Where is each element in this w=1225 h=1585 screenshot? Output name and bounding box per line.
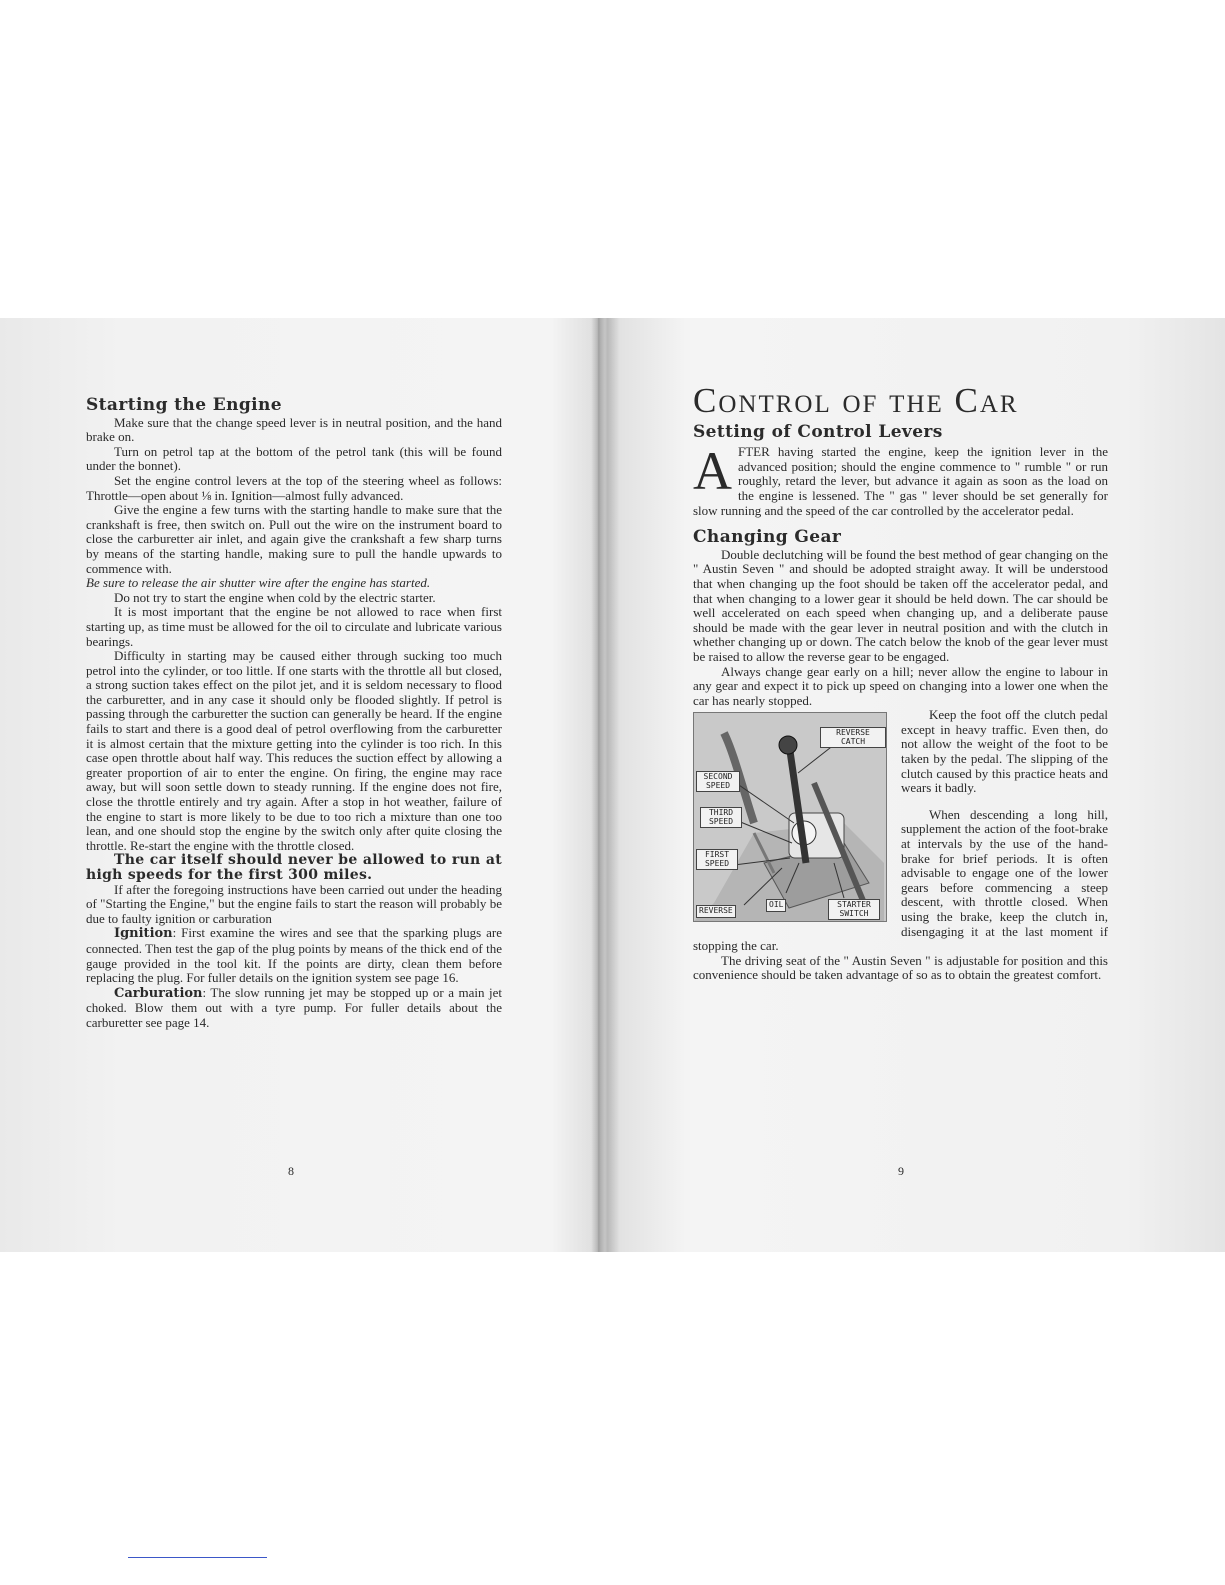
paragraph: Set the engine control levers at the top of the steering wheel as follows: Throttle—open about ⅛ in. Ignition—almost fully advanced. bbox=[86, 472, 502, 503]
heading-setting-of-control-levers: Setting of Control Levers bbox=[693, 421, 943, 442]
right-page bbox=[603, 318, 1225, 1252]
paragraph-with-drop-cap bbox=[693, 441, 1108, 518]
left-page bbox=[0, 318, 597, 1252]
paragraph: Give the engine a few turns with the starting handle to make sure that the crankshaft is free, then switch on. Pull out the wire on the instrument board to close the carburetter air inlet, and again give the crankshaft a few sharp turns by means of the starting handle, making sure to pull the handle upwards to commence with. bbox=[86, 502, 502, 576]
heading-changing-gear: Changing Gear bbox=[693, 527, 842, 548]
right-text-column bbox=[693, 381, 1108, 983]
paragraph: If after the foregoing instructions have been carried out under the heading of "Starting the Engine," but the engine fails to start the reason will probably be due to faulty ignition or carburation bbox=[86, 881, 502, 926]
paragraph: Make sure that the change speed lever is in neutral position, and the hand brake on. bbox=[86, 414, 502, 445]
label-oil: OIL bbox=[766, 899, 786, 912]
carburation-text: : The slow running jet may be stopped up or a main jet choked. Blow them out with a tyre pump. For fuller details about the carburetter see page 14. bbox=[86, 984, 502, 1030]
page-number-right: 9 bbox=[898, 1164, 904, 1178]
carburation-label: Carburation bbox=[114, 985, 203, 1001]
page-number-left: 8 bbox=[288, 1164, 294, 1178]
label-starter-switch: STARTER SWITCH bbox=[828, 899, 880, 920]
label-second-speed: SECOND SPEED bbox=[696, 771, 740, 792]
paragraph: Always change gear early on a hill; never allow the engine to labour in any gear and expect it to pick up speed on changing into a lower one when the car has nearly stopped. bbox=[693, 663, 1108, 708]
chapter-title: Control of the Car bbox=[693, 381, 1019, 420]
label-reverse-catch: REVERSE CATCH bbox=[820, 727, 886, 748]
paragraph: Keep the foot off the clutch pedal except in heavy traffic. Even then, do not allow the weight of the foot to be taken by the pedal. The slipping of the clutch caused by this practice heats and wears it badly. bbox=[901, 707, 1108, 796]
paragraph-ignition bbox=[86, 926, 502, 985]
label-first-speed: FIRST SPEED bbox=[696, 849, 738, 870]
paragraph: FTER having started the engine, keep the ignition lever in the advanced position; should the engine commence to " rumble " or run roughly, retard the lever, but advance it again as soon as the load on the engine is lessened. The " gas " lever should be set generally for slow running and the speed of the car controlled by the accelerator pedal. bbox=[693, 444, 1108, 518]
paragraph: The driving seat of the " Austin Seven " is adjustable for position and this convenience should be taken advantage of so as to obtain the greatest comfort. bbox=[693, 952, 1108, 983]
paragraph: Double declutching will be found the best method of gear changing on the " Austin Seven " and should be adopted straight away. It will be understood that when changing up the foot should be taken off the accelerator pedal, and that when changing to a lower gear it should be held down. The car should be well accelerated on each speed when changing up, and a deliberate pause should be made with the gear lever in neutral position and with the clutch in whether changing up or down. The catch below the knob of the gear lever must be raised to allow the reverse gear to be engaged. bbox=[693, 546, 1108, 664]
paragraph: Do not try to start the engine when cold by the electric starter. bbox=[114, 589, 436, 605]
paragraph-carburation bbox=[86, 986, 502, 1031]
left-text-column bbox=[86, 395, 502, 1031]
gear-lever-illustration bbox=[693, 712, 887, 922]
heading-starting-the-engine: Starting the Engine bbox=[86, 395, 282, 415]
warning-text: The car itself should never be allowed to run at high speeds for the first 300 miles. bbox=[86, 852, 502, 883]
label-reverse: REVERSE bbox=[696, 905, 736, 918]
paragraph: It is most important that the engine be not allowed to race when first starting up, as time must be allowed for the oil to circulate and lubricate various bearings. bbox=[86, 604, 502, 649]
drop-cap: A bbox=[693, 441, 732, 502]
ignition-text: : First examine the wires and see that the sparking plugs are connected. Then test the gap of the plug points by means of the thick end of the gauge provided in the tool kit. If the points are dirty, clean them before replacing the plug. For fuller details on the ignition system see page 16. bbox=[86, 925, 502, 986]
paragraph: Turn on petrol tap at the bottom of the petrol tank (this will be found under the bonnet). bbox=[86, 443, 502, 474]
paragraph: When descending a long hill, supplement the action of the foot-brake at intervals by the use of the hand-brake for brief periods. It is often advisable to engage one of the lower gears before commencing a steep descent, with throttle closed. When using the brake, keep the clutch in, disengaging it at the last moment if stopping the car. bbox=[693, 806, 1108, 954]
paragraph: Difficulty in starting may be caused either through sucking too much petrol into the cylinder, or too little. If one starts with the throttle all but closed, a strong suction takes effect on the pilot jet, and it is seldom necessary to flood the carburetter, and in any case it should only be flooded slightly. If petrol is passing through the carburetter the suction can generally be heard. If the engine fails to start and there is a good deal of petrol overflowing from the carburetter it is almost certain that the mixture getting into the cylinder is too rich. In this case open throttle about half way. This reduces the suction effect by allowing a greater proportion of air to enter the engine. On firing, the engine may race away, but will soon settle down to steady running. If the engine does not fire, close the throttle entirely and try again. After a stop in hot weather, failure of the engine to start is more likely to be due to too rich a mixture than one too lean, and one should stop the engine by the switch only after quite closing the throttle. Re-start the engine with the throttle closed. bbox=[86, 648, 502, 853]
book-spread bbox=[0, 318, 1225, 1252]
ignition-label: Ignition bbox=[114, 926, 173, 942]
italic-note: Be sure to release the air shutter wire after the engine has started. bbox=[86, 575, 431, 591]
label-third-speed: THIRD SPEED bbox=[700, 807, 742, 828]
bottom-link-line bbox=[128, 1557, 267, 1558]
